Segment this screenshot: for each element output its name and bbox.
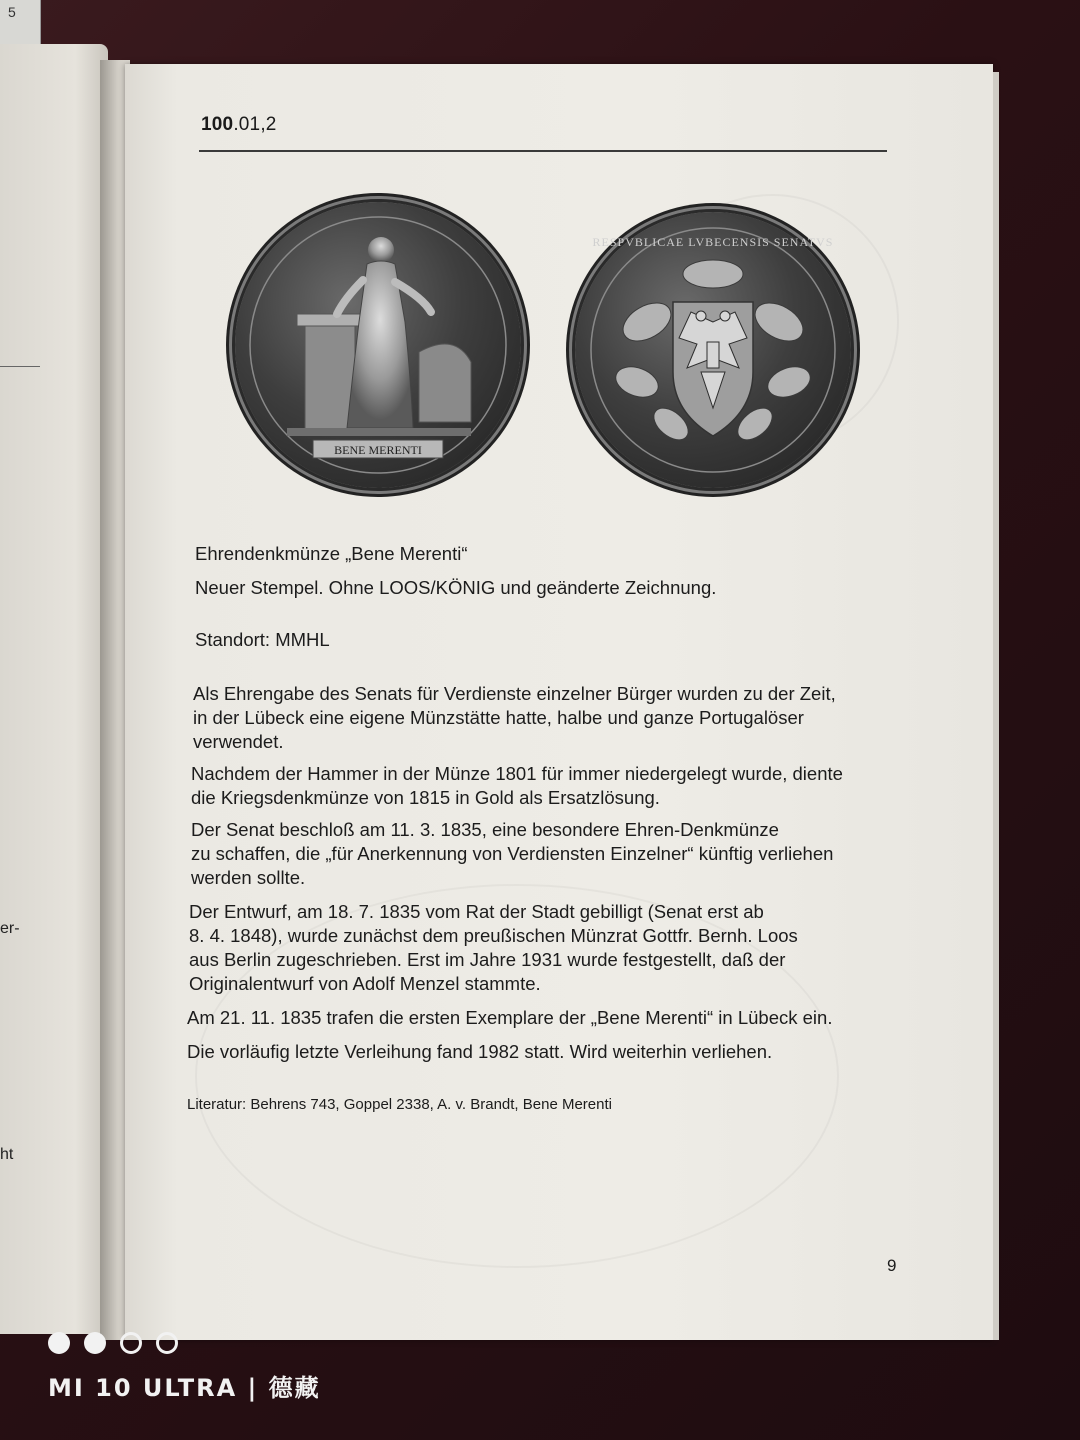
watermark-dots: [48, 1332, 321, 1354]
section-number: 100.01,2: [201, 114, 277, 135]
dot-icon: [84, 1332, 106, 1354]
medal-reverse-relief: [575, 212, 851, 488]
literature-reference: Literatur: Behrens 743, Goppel 2338, A. v. Brandt, Bene Merenti: [187, 1096, 612, 1113]
medal-obverse: [235, 202, 521, 488]
dot-icon: [48, 1332, 70, 1354]
left-page-fragment: ht: [0, 1146, 14, 1163]
camera-watermark: [48, 1332, 321, 1403]
paragraph-line: Nachdem der Hammer in der Münze 1801 für immer niedergelegt wurde, diente: [191, 763, 843, 784]
dot-icon: [120, 1332, 142, 1354]
watermark-text: MI 10 ULTRA | 德藏: [48, 1374, 321, 1402]
paragraph: [189, 900, 798, 996]
paragraph-line: in der Lübeck eine eigene Münzstätte hatte, halbe und ganze Portugalöser: [193, 707, 804, 728]
paragraph-line: Die vorläufig letzte Verleihung fand 1982 statt. Wird weiterhin verliehen.: [187, 1041, 773, 1062]
paragraph-line: verwendet.: [193, 731, 284, 752]
paragraph-line: Der Entwurf, am 18. 7. 1835 vom Rat der Stadt gebilligt (Senat erst ab: [189, 901, 764, 922]
left-page: [0, 44, 108, 1334]
paragraph-line: werden sollte.: [191, 867, 306, 888]
paragraph: [191, 762, 843, 810]
header-rule: [199, 150, 887, 152]
paragraph-line: Originalentwurf von Adolf Menzel stammte.: [189, 973, 541, 994]
paragraph-line: Am 21. 11. 1835 trafen die ersten Exemplare der „Bene Merenti“ in Lübeck ein.: [187, 1007, 833, 1028]
page-number: 9: [887, 1256, 897, 1275]
medal-obverse-relief: [235, 202, 521, 488]
medal-obverse-legend: BENE MERENTI: [334, 443, 422, 457]
paragraph-line: zu schaffen, die „für Anerkennung von Verdiensten Einzelner“ künftig verliehen: [191, 843, 834, 864]
paragraph: [187, 1040, 772, 1064]
paragraph-line: aus Berlin zugeschrieben. Erst im Jahre 1931 wurde festgestellt, daß der: [189, 949, 786, 970]
paragraph-line: 8. 4. 1848), wurde zunächst dem preußischen Münzrat Gottfr. Bernh. Loos: [189, 925, 798, 946]
ruler-mark: 5: [8, 4, 16, 20]
dot-icon: [156, 1332, 178, 1354]
paragraph-line: Als Ehrengabe des Senats für Verdienste einzelner Bürger wurden zu der Zeit,: [193, 683, 836, 704]
paragraph: [187, 1006, 832, 1030]
page-edge: [993, 72, 999, 1340]
left-page-rule: [0, 366, 40, 367]
paragraph: [191, 818, 833, 890]
paragraph-line: Der Senat beschloß am 11. 3. 1835, eine besondere Ehren-Denkmünze: [191, 819, 779, 840]
ruler: [0, 0, 41, 46]
book-page: [125, 64, 993, 1340]
medal-reverse: [575, 212, 851, 488]
medal-title: Ehrendenkmünze „Bene Merenti“: [195, 543, 468, 564]
paragraph: [193, 682, 836, 754]
paragraph-line: die Kriegsdenkmünze von 1815 in Gold als Ersatzlösung.: [191, 787, 660, 808]
medal-subtitle: Neuer Stempel. Ohne LOOS/KÖNIG und geänderte Zeichnung.: [195, 577, 717, 598]
medal-reverse-legend: RESPVBLICAE LVBECENSIS SENATVS: [592, 235, 834, 249]
left-page-fragment: er-: [0, 920, 20, 937]
location: Standort: MMHL: [195, 629, 330, 650]
